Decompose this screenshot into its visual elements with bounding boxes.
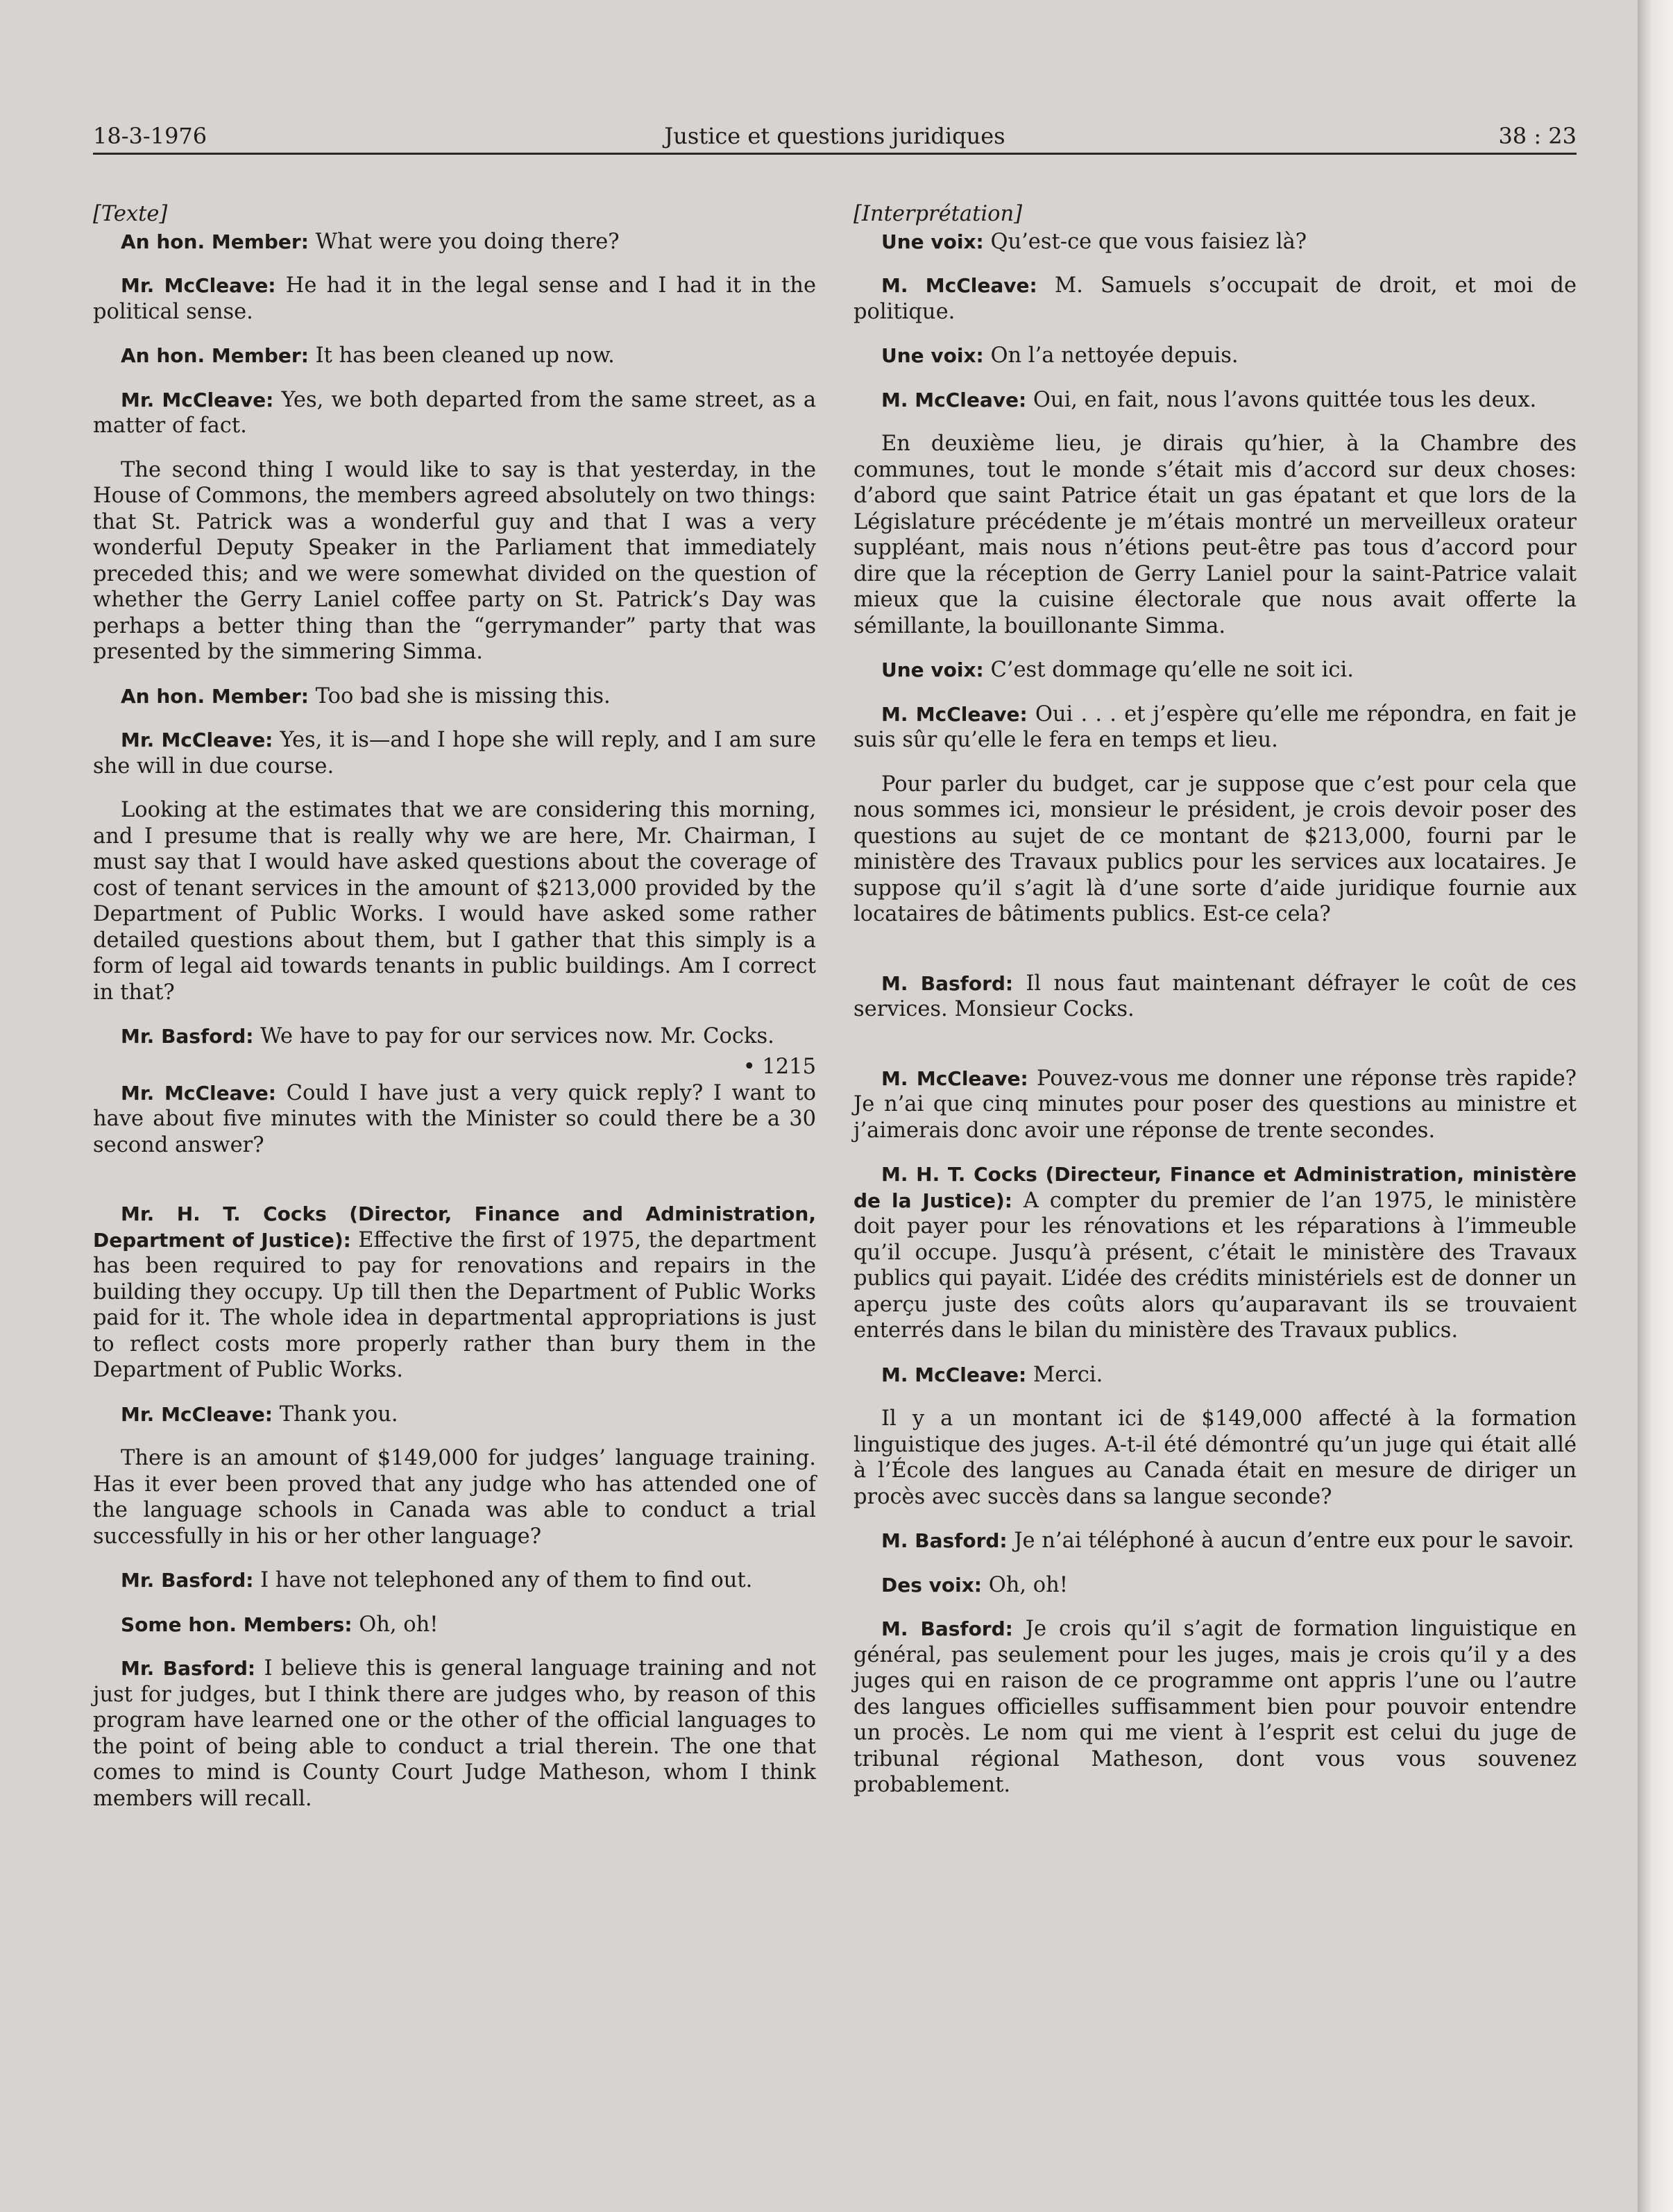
speaker-name: M. McCleave:: [881, 1363, 1027, 1386]
speaker-name: Mr. Basford:: [121, 1569, 254, 1592]
paragraph-text: Oh, oh!: [352, 1612, 439, 1637]
column-marker: [Texte]: [93, 202, 168, 226]
paragraph: [93, 727, 816, 779]
paragraph: [93, 797, 816, 1005]
speaker-name: An hon. Member:: [121, 230, 309, 253]
paragraph-text: Oh, oh!: [982, 1572, 1068, 1597]
spacer: [854, 946, 1577, 971]
paragraph: [854, 387, 1577, 414]
paragraph: [93, 387, 816, 439]
speaker-name: Mr. Basford:: [121, 1657, 256, 1680]
paragraph-text: Merci.: [1026, 1362, 1103, 1387]
paragraph: [93, 1402, 816, 1428]
spacer: [93, 1176, 816, 1201]
paragraph-text: En deuxième lieu, je dirais qu’hier, à la Chambre des communes, tout le monde s’était mis d’accord sur deux choses: d’abord que saint Patrice était un gas épatant et que lors de la Législature précédente je m’étais montré un merveilleux orateur suppléant, mais nous n’étions peut-être pas tous d’accord pour dire que la réception de Gerry Laniel pour la saint-Patrice valait mieux que la cuisine électorale que nous avait offerte la sémillante, la bouillonante Simma.: [854, 432, 1577, 638]
paragraph: [854, 701, 1577, 754]
speaker-name: M. Basford:: [881, 971, 1014, 995]
speaker-name: Mr. McCleave:: [121, 729, 273, 751]
speaker-name: Des voix:: [881, 1573, 982, 1597]
speaker-name: An hon. Member:: [121, 344, 309, 367]
paragraph: [93, 273, 816, 325]
french-column: [854, 201, 1577, 1817]
paragraph-text: We have to pay for our services now. Mr. Cocks.: [253, 1024, 774, 1048]
speaker-name: Mr. McCleave:: [121, 1402, 273, 1426]
paragraph: [854, 273, 1577, 325]
speaker-name: Some hon. Members:: [121, 1613, 353, 1636]
paragraph: [854, 1162, 1577, 1344]
paragraph-text: A compter du premier de l’an 1975, le ministère doit payer pour les rénovations et les réparations à l’immeuble qu’il occupe. Jusqu’à présent, c’était le ministère des Travaux publics qui payait. L’idée des crédits ministériels est de donner un aperçu juste des coûts alors qu’auparavant ils se trouvaient enterrés dans le bilan du ministère des Travaux publics.: [854, 1188, 1577, 1343]
paragraph: [93, 1445, 816, 1549]
speaker-name: M. McCleave:: [881, 388, 1027, 411]
paragraph-text: Oui, en fait, nous l’avons quittée tous les deux.: [1026, 387, 1537, 412]
paragraph: [93, 1023, 816, 1050]
speaker-name: M. H. T. Cocks (Directeur, Finance et Administration, ministère de la Justice):: [854, 1163, 1577, 1212]
paragraph: [854, 657, 1577, 683]
paragraph: [854, 431, 1577, 639]
paragraph: [854, 1528, 1577, 1554]
paragraph: [93, 1201, 816, 1384]
spacer: [854, 1041, 1577, 1066]
paragraph-text: Je n’ai téléphoné à aucun d’entre eux pour le savoir.: [1007, 1529, 1574, 1553]
paragraph-text: Too bad she is missing this.: [308, 683, 611, 708]
speaker-name: Mr. McCleave:: [121, 388, 274, 411]
speaker-name: Mr. McCleave:: [121, 274, 276, 297]
paragraph: [93, 1567, 816, 1594]
paragraph-text: Looking at the estimates that we are considering this morning, and I presume that is really why we are here, Mr. Chairman, I must say that I would have asked questions about the coverage of cost of tenant services in the amount of $213,000 provided by the Department of Public Works. I would have asked some rather detailed questions about them, but I gather that this simply is a form of legal aid towards tenants in public buildings. Am I correct in that?: [93, 798, 816, 1005]
paragraph-text: There is an amount of $149,000 for judges’ language training. Has it ever been proved that any judge who has attended one of the language schools in Canada was able to conduct a trial successfully in his or her other language?: [93, 1446, 816, 1549]
speaker-name: Mr. Basford:: [121, 1025, 254, 1048]
speaker-name: M. McCleave:: [881, 1066, 1028, 1090]
speaker-name: Une voix:: [881, 230, 984, 253]
paragraph-text: Thank you.: [273, 1402, 398, 1427]
speaker-name: Une voix:: [881, 658, 984, 681]
paragraph: [93, 683, 816, 710]
paragraph-text: Yes, it is—and I hope she will reply, and I am sure she will in due course.: [93, 728, 816, 779]
paragraph: [93, 1612, 816, 1638]
paragraph-text: What were you doing there?: [308, 229, 620, 254]
paragraph-text: He had it in the legal sense and I had it in the political sense.: [93, 273, 816, 324]
paragraph-text: Il nous faut maintenant défrayer le coût de ces services. Monsieur Cocks.: [854, 971, 1577, 1021]
speaker-name: Mr. H. T. Cocks (Director, Finance and Administration, Department of Justice):: [93, 1202, 816, 1252]
paragraph: [93, 1080, 816, 1159]
header-date: 18-3-1976: [93, 123, 207, 149]
speaker-name: An hon. Member:: [121, 684, 309, 708]
column-marker: [Interprétation]: [854, 202, 1022, 226]
paragraph-text: On l’a nettoyée depuis.: [983, 343, 1239, 368]
header-title: Justice et questions juridiques: [664, 123, 1005, 149]
paragraph: [854, 772, 1577, 928]
page-edge: [1638, 0, 1673, 2212]
paragraph-text: The second thing I would like to say is that yesterday, in the House of Commons, the members agreed absolutely on two things: that St. Patrick was a wonderful guy and that I was a very wonderful Deputy Speaker in the Parliament that immediately preceded this; and we were somewhat divided on the question of whether the Gerry Laniel coffee party on St. Patrick’s Day was perhaps a better thing than the “gerrymander” party that was presented by the simmering Simma.: [93, 457, 816, 664]
paragraph-text: Oui . . . et j’espère qu’elle me répondra, en fait je suis sûr qu’elle le fera en temps et lieu.: [854, 701, 1577, 752]
paragraph-text: Pouvez-vous me donner une réponse très rapide? Je n’ai que cinq minutes pour poser des questions au ministre et j’aimerais donc avoir une réponse de trente secondes.: [854, 1066, 1577, 1143]
paragraph: [854, 343, 1577, 369]
paragraph-text: Could I have just a very quick reply? I want to have about five minutes with the Minister so could there be a 30 second answer?: [93, 1080, 816, 1157]
paragraph: [854, 1406, 1577, 1510]
speaker-name: M. Basford:: [881, 1617, 1013, 1640]
paragraph: [93, 343, 816, 369]
paragraph: [93, 457, 816, 665]
paragraph-text: Yes, we both departed from the same street, as a matter of fact.: [93, 387, 817, 438]
paragraph-text: It has been cleaned up now.: [308, 343, 615, 368]
paragraph: [854, 1616, 1577, 1798]
paragraph-text: Pour parler du budget, car je suppose que c’est pour cela que nous sommes ici, monsieur le président, je crois devoir poser des questions au sujet de ce montant de $213,000, fourni par le ministère des Travaux publics pour les services aux locataires. Je suppose qu’il s’agit là d’une sorte d’aide juridique fournie aux locataires de bâtiments publics. Est-ce cela?: [854, 772, 1577, 926]
speaker-name: Mr. McCleave:: [121, 1081, 276, 1105]
paragraph-text: Il y a un montant ici de $149,000 affecté à la formation linguistique des juges. A-t-il été démontré qu’un juge qui était allé à l’École des langues au Canada était en mesure de diriger un procès avec succès dans sa langue seconde?: [854, 1406, 1577, 1509]
running-header: [93, 119, 1577, 155]
paragraph: [854, 1066, 1577, 1144]
paragraph-text: Effective the first of 1975, the department has been required to pay for renovations and repairs in the building they occupy. Up till then the Department of Public Works paid for it. The whole idea in departmental appropriations is just to reflect costs more properly rather than bury them in the Department of Public Works.: [93, 1227, 816, 1382]
time-marker: • 1215: [742, 1054, 816, 1079]
paragraph-text: C’est dommage qu’elle ne soit ici.: [983, 658, 1354, 682]
paragraph: [854, 1362, 1577, 1388]
paragraph: [854, 971, 1577, 1023]
paragraph-text: Je crois qu’il s’agit de formation linguistique en général, pas seulement pour les juges, mais je crois qu’il y a des juges qui en raison de ce programme ont appris l’une ou l’autre des langues officielles suffisamment bien pour pouvoir entendre un procès. Le nom qui me vient à l’esprit est celui du juge de tribunal régional Matheson, dont vous vous souvenez probablement.: [854, 1617, 1577, 1797]
english-column: [93, 201, 816, 1830]
paragraph: [854, 229, 1577, 255]
paragraph: [93, 1656, 816, 1812]
speaker-name: Une voix:: [881, 344, 984, 367]
paragraph: [854, 1572, 1577, 1599]
paragraph-text: Qu’est-ce que vous faisiez là?: [983, 229, 1307, 254]
paragraph-text: I believe this is general language training and not just for judges, but I think there are judges who, by reason of this program have learned one or the other of the official languages to the point of being able to conduct a trial therein. The one that comes to mind is County Court Judge Matheson, whom I think members will recall.: [93, 1656, 816, 1811]
paragraph-text: M. Samuels s’occupait de droit, et moi de politique.: [854, 273, 1577, 324]
header-page-number: 38 : 23: [1498, 123, 1577, 149]
speaker-name: M. Basford:: [881, 1529, 1008, 1552]
speaker-name: M. McCleave:: [881, 702, 1028, 726]
paragraph: [93, 229, 816, 255]
speaker-name: M. McCleave:: [881, 274, 1037, 297]
paragraph-text: I have not telephoned any of them to find out.: [253, 1568, 753, 1592]
